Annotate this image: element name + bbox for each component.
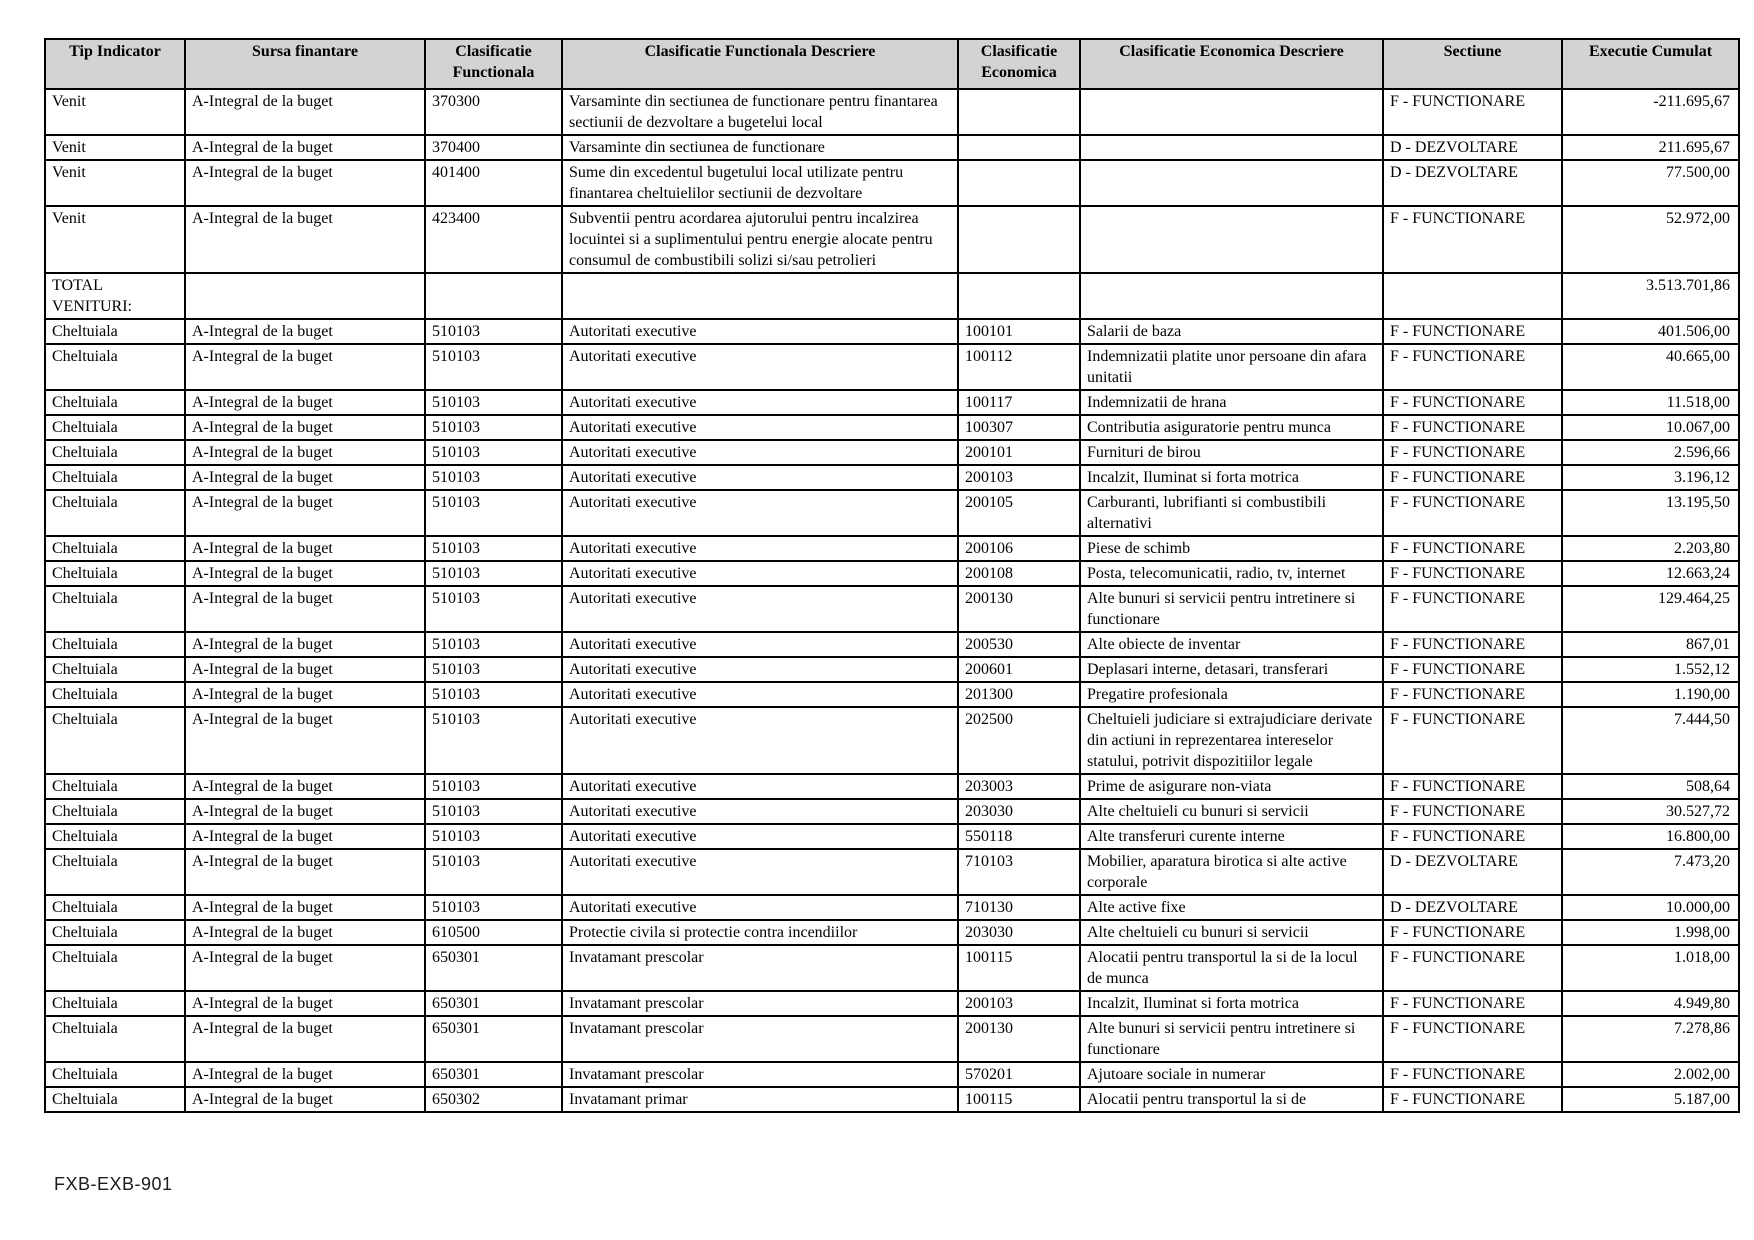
cell-clasificatie-functionala-descriere: Invatamant prescolar: [562, 1062, 958, 1087]
cell-clasificatie-economica: 200130: [958, 586, 1080, 632]
cell-clasificatie-economica: 200601: [958, 657, 1080, 682]
cell-sursa-finantare: A-Integral de la buget: [185, 824, 425, 849]
table-row: [45, 799, 1739, 824]
table-row: [45, 920, 1739, 945]
cell-sectiune: F - FUNCTIONARE: [1383, 991, 1562, 1016]
cell-tip-indicator: Venit: [45, 135, 185, 160]
cell-sursa-finantare: A-Integral de la buget: [185, 1087, 425, 1112]
cell-clasificatie-functionala: 510103: [425, 561, 562, 586]
cell-sectiune: D - DEZVOLTARE: [1383, 160, 1562, 206]
table-row: [45, 632, 1739, 657]
cell-clasificatie-economica-descriere: Contributia asiguratorie pentru munca: [1080, 415, 1383, 440]
cell-clasificatie-economica: 100101: [958, 319, 1080, 344]
table-row: [45, 561, 1739, 586]
cell-sursa-finantare: A-Integral de la buget: [185, 657, 425, 682]
cell-clasificatie-functionala-descriere: Autoritati executive: [562, 824, 958, 849]
cell-clasificatie-functionala: 510103: [425, 465, 562, 490]
cell-sursa-finantare: A-Integral de la buget: [185, 206, 425, 273]
cell-executie-cumulat: 2.203,80: [1562, 536, 1739, 561]
cell-clasificatie-functionala: 610500: [425, 920, 562, 945]
cell-clasificatie-economica-descriere: Mobilier, aparatura birotica si alte active corporale: [1080, 849, 1383, 895]
cell-sursa-finantare: A-Integral de la buget: [185, 849, 425, 895]
cell-executie-cumulat: 77.500,00: [1562, 160, 1739, 206]
cell-sectiune: F - FUNCTIONARE: [1383, 920, 1562, 945]
cell-executie-cumulat: 11.518,00: [1562, 390, 1739, 415]
table-row: [45, 774, 1739, 799]
cell-clasificatie-economica-descriere: Alte bunuri si servicii pentru intretinere si functionare: [1080, 586, 1383, 632]
cell-tip-indicator: Cheltuiala: [45, 465, 185, 490]
cell-tip-indicator: Cheltuiala: [45, 824, 185, 849]
cell-clasificatie-economica: 200108: [958, 561, 1080, 586]
cell-sursa-finantare: A-Integral de la buget: [185, 135, 425, 160]
cell-sursa-finantare: A-Integral de la buget: [185, 490, 425, 536]
cell-sectiune: D - DEZVOLTARE: [1383, 135, 1562, 160]
cell-clasificatie-functionala: 401400: [425, 160, 562, 206]
cell-clasificatie-economica: 200105: [958, 490, 1080, 536]
cell-clasificatie-functionala-descriere: Autoritati executive: [562, 682, 958, 707]
cell-clasificatie-economica-descriere: Piese de schimb: [1080, 536, 1383, 561]
cell-tip-indicator: Cheltuiala: [45, 1062, 185, 1087]
table-row: [45, 390, 1739, 415]
cell-clasificatie-economica-descriere: Alte transferuri curente interne: [1080, 824, 1383, 849]
cell-clasificatie-functionala-descriere: Autoritati executive: [562, 657, 958, 682]
cell-tip-indicator: Cheltuiala: [45, 319, 185, 344]
cell-clasificatie-economica: 200103: [958, 465, 1080, 490]
cell-clasificatie-functionala: 510103: [425, 849, 562, 895]
cell-sectiune: F - FUNCTIONARE: [1383, 344, 1562, 390]
cell-tip-indicator: Cheltuiala: [45, 632, 185, 657]
cell-executie-cumulat: 7.278,86: [1562, 1016, 1739, 1062]
cell-sursa-finantare: A-Integral de la buget: [185, 440, 425, 465]
cell-clasificatie-economica-descriere: [1080, 135, 1383, 160]
cell-sursa-finantare: A-Integral de la buget: [185, 465, 425, 490]
cell-clasificatie-functionala-descriere: [562, 273, 958, 319]
cell-executie-cumulat: 211.695,67: [1562, 135, 1739, 160]
table-row: [45, 1062, 1739, 1087]
cell-tip-indicator: Venit: [45, 206, 185, 273]
cell-sursa-finantare: A-Integral de la buget: [185, 945, 425, 991]
table-row: [45, 824, 1739, 849]
cell-sursa-finantare: A-Integral de la buget: [185, 390, 425, 415]
cell-executie-cumulat: 1.552,12: [1562, 657, 1739, 682]
column-header-clasificatie-functionala: Clasificatie Functionala: [425, 39, 562, 89]
cell-executie-cumulat: 508,64: [1562, 774, 1739, 799]
column-header-clasificatie-functionala-descriere: Clasificatie Functionala Descriere: [562, 39, 958, 89]
cell-clasificatie-functionala-descriere: Autoritati executive: [562, 536, 958, 561]
cell-tip-indicator: TOTAL VENITURI:: [45, 273, 185, 319]
cell-clasificatie-functionala: 510103: [425, 415, 562, 440]
cell-clasificatie-economica: [958, 160, 1080, 206]
cell-clasificatie-functionala: 510103: [425, 344, 562, 390]
cell-clasificatie-economica-descriere: Alte cheltuieli cu bunuri si servicii: [1080, 920, 1383, 945]
cell-executie-cumulat: -211.695,67: [1562, 89, 1739, 135]
table-body: [45, 89, 1739, 1112]
table-row: [45, 586, 1739, 632]
cell-sursa-finantare: A-Integral de la buget: [185, 707, 425, 774]
cell-clasificatie-functionala-descriere: Invatamant prescolar: [562, 991, 958, 1016]
cell-tip-indicator: Venit: [45, 160, 185, 206]
cell-clasificatie-economica: [958, 89, 1080, 135]
cell-executie-cumulat: 3.513.701,86: [1562, 273, 1739, 319]
cell-sectiune: F - FUNCTIONARE: [1383, 415, 1562, 440]
cell-tip-indicator: Cheltuiala: [45, 415, 185, 440]
cell-tip-indicator: Cheltuiala: [45, 799, 185, 824]
cell-sursa-finantare: A-Integral de la buget: [185, 536, 425, 561]
cell-clasificatie-functionala-descriere: Autoritati executive: [562, 632, 958, 657]
cell-clasificatie-functionala-descriere: Autoritati executive: [562, 390, 958, 415]
cell-tip-indicator: Cheltuiala: [45, 344, 185, 390]
cell-sectiune: F - FUNCTIONARE: [1383, 440, 1562, 465]
table-row: [45, 945, 1739, 991]
cell-clasificatie-economica-descriere: Carburanti, lubrifianti si combustibili alternativi: [1080, 490, 1383, 536]
cell-tip-indicator: Cheltuiala: [45, 895, 185, 920]
cell-tip-indicator: Cheltuiala: [45, 1016, 185, 1062]
cell-sursa-finantare: A-Integral de la buget: [185, 1062, 425, 1087]
cell-clasificatie-economica: 100115: [958, 945, 1080, 991]
cell-clasificatie-functionala-descriere: Varsaminte din sectiunea de functionare pentru finantarea sectiunii de dezvoltare a bugetelui local: [562, 89, 958, 135]
cell-clasificatie-economica-descriere: Cheltuieli judiciare si extrajudiciare derivate din actiuni in reprezentarea intereselor statului, potrivit dispozitiilor legale: [1080, 707, 1383, 774]
cell-sursa-finantare: A-Integral de la buget: [185, 632, 425, 657]
cell-clasificatie-economica: 570201: [958, 1062, 1080, 1087]
cell-executie-cumulat: 129.464,25: [1562, 586, 1739, 632]
cell-clasificatie-functionala-descriere: Autoritati executive: [562, 490, 958, 536]
cell-tip-indicator: Venit: [45, 89, 185, 135]
cell-clasificatie-economica-descriere: Indemnizatii platite unor persoane din afara unitatii: [1080, 344, 1383, 390]
cell-clasificatie-functionala: 510103: [425, 774, 562, 799]
cell-clasificatie-economica: 203003: [958, 774, 1080, 799]
cell-clasificatie-economica-descriere: Indemnizatii de hrana: [1080, 390, 1383, 415]
cell-clasificatie-functionala-descriere: Invatamant prescolar: [562, 1016, 958, 1062]
cell-executie-cumulat: 4.949,80: [1562, 991, 1739, 1016]
cell-tip-indicator: Cheltuiala: [45, 920, 185, 945]
cell-sectiune: F - FUNCTIONARE: [1383, 319, 1562, 344]
cell-clasificatie-economica-descriere: Alte obiecte de inventar: [1080, 632, 1383, 657]
cell-tip-indicator: Cheltuiala: [45, 707, 185, 774]
cell-sectiune: F - FUNCTIONARE: [1383, 799, 1562, 824]
cell-clasificatie-functionala-descriere: Invatamant primar: [562, 1087, 958, 1112]
cell-clasificatie-functionala: 650301: [425, 1062, 562, 1087]
cell-sectiune: F - FUNCTIONARE: [1383, 682, 1562, 707]
cell-clasificatie-functionala-descriere: Autoritati executive: [562, 440, 958, 465]
cell-clasificatie-economica-descriere: Pregatire profesionala: [1080, 682, 1383, 707]
column-header-executie-cumulat: Executie Cumulat: [1562, 39, 1739, 89]
cell-clasificatie-functionala: 423400: [425, 206, 562, 273]
column-header-sursa-finantare: Sursa finantare: [185, 39, 425, 89]
cell-clasificatie-economica: 200530: [958, 632, 1080, 657]
cell-executie-cumulat: 10.067,00: [1562, 415, 1739, 440]
cell-tip-indicator: Cheltuiala: [45, 991, 185, 1016]
cell-sursa-finantare: A-Integral de la buget: [185, 586, 425, 632]
cell-clasificatie-functionala: 510103: [425, 490, 562, 536]
cell-clasificatie-economica: 203030: [958, 799, 1080, 824]
cell-clasificatie-economica-descriere: Furnituri de birou: [1080, 440, 1383, 465]
cell-sursa-finantare: A-Integral de la buget: [185, 799, 425, 824]
cell-clasificatie-functionala-descriere: Autoritati executive: [562, 799, 958, 824]
cell-sursa-finantare: A-Integral de la buget: [185, 895, 425, 920]
cell-clasificatie-economica: 100115: [958, 1087, 1080, 1112]
cell-clasificatie-functionala-descriere: Varsaminte din sectiunea de functionare: [562, 135, 958, 160]
cell-clasificatie-economica-descriere: Posta, telecomunicatii, radio, tv, internet: [1080, 561, 1383, 586]
cell-clasificatie-functionala: 510103: [425, 632, 562, 657]
cell-sursa-finantare: [185, 273, 425, 319]
cell-clasificatie-functionala: 510103: [425, 319, 562, 344]
cell-executie-cumulat: 10.000,00: [1562, 895, 1739, 920]
cell-clasificatie-economica: 201300: [958, 682, 1080, 707]
cell-clasificatie-functionala: 510103: [425, 707, 562, 774]
table-row: [45, 273, 1739, 319]
table-row: [45, 465, 1739, 490]
cell-sectiune: F - FUNCTIONARE: [1383, 490, 1562, 536]
cell-clasificatie-functionala: 370300: [425, 89, 562, 135]
cell-clasificatie-economica-descriere: Alocatii pentru transportul la si de: [1080, 1087, 1383, 1112]
cell-clasificatie-functionala-descriere: Autoritati executive: [562, 774, 958, 799]
cell-clasificatie-functionala: 650302: [425, 1087, 562, 1112]
cell-sursa-finantare: A-Integral de la buget: [185, 160, 425, 206]
cell-tip-indicator: Cheltuiala: [45, 561, 185, 586]
cell-sectiune: F - FUNCTIONARE: [1383, 536, 1562, 561]
table-row: [45, 440, 1739, 465]
cell-sectiune: F - FUNCTIONARE: [1383, 707, 1562, 774]
cell-clasificatie-economica: [958, 135, 1080, 160]
cell-sursa-finantare: A-Integral de la buget: [185, 415, 425, 440]
cell-tip-indicator: Cheltuiala: [45, 390, 185, 415]
table-row: [45, 991, 1739, 1016]
cell-clasificatie-economica-descriere: Alocatii pentru transportul la si de la locul de munca: [1080, 945, 1383, 991]
cell-sursa-finantare: A-Integral de la buget: [185, 1016, 425, 1062]
cell-sursa-finantare: A-Integral de la buget: [185, 561, 425, 586]
cell-executie-cumulat: 5.187,00: [1562, 1087, 1739, 1112]
table-row: [45, 344, 1739, 390]
cell-executie-cumulat: 16.800,00: [1562, 824, 1739, 849]
column-header-tip-indicator: Tip Indicator: [45, 39, 185, 89]
cell-clasificatie-economica-descriere: Incalzit, Iluminat si forta motrica: [1080, 465, 1383, 490]
cell-clasificatie-functionala-descriere: Protectie civila si protectie contra incendiilor: [562, 920, 958, 945]
cell-sursa-finantare: A-Integral de la buget: [185, 89, 425, 135]
cell-executie-cumulat: 3.196,12: [1562, 465, 1739, 490]
table-row: [45, 1016, 1739, 1062]
cell-sectiune: F - FUNCTIONARE: [1383, 824, 1562, 849]
cell-sectiune: F - FUNCTIONARE: [1383, 586, 1562, 632]
cell-clasificatie-economica: 203030: [958, 920, 1080, 945]
column-header-clasificatie-economica: Clasificatie Economica: [958, 39, 1080, 89]
cell-tip-indicator: Cheltuiala: [45, 682, 185, 707]
cell-tip-indicator: Cheltuiala: [45, 536, 185, 561]
cell-clasificatie-functionala: 510103: [425, 586, 562, 632]
report-code: FXB-EXB-901: [54, 1174, 173, 1194]
cell-clasificatie-economica: 200130: [958, 1016, 1080, 1062]
cell-clasificatie-functionala: 510103: [425, 440, 562, 465]
cell-clasificatie-functionala: [425, 273, 562, 319]
cell-sursa-finantare: A-Integral de la buget: [185, 682, 425, 707]
cell-clasificatie-functionala-descriere: Autoritati executive: [562, 895, 958, 920]
cell-clasificatie-functionala: 510103: [425, 824, 562, 849]
cell-clasificatie-functionala-descriere: Autoritati executive: [562, 465, 958, 490]
cell-clasificatie-economica-descriere: Deplasari interne, detasari, transferari: [1080, 657, 1383, 682]
cell-clasificatie-functionala: 510103: [425, 657, 562, 682]
cell-clasificatie-economica: 200101: [958, 440, 1080, 465]
table-row: [45, 682, 1739, 707]
cell-tip-indicator: Cheltuiala: [45, 440, 185, 465]
cell-clasificatie-functionala: 650301: [425, 991, 562, 1016]
cell-clasificatie-functionala-descriere: Autoritati executive: [562, 586, 958, 632]
column-header-sectiune: Sectiune: [1383, 39, 1562, 89]
cell-tip-indicator: Cheltuiala: [45, 657, 185, 682]
cell-executie-cumulat: 1.190,00: [1562, 682, 1739, 707]
cell-sursa-finantare: A-Integral de la buget: [185, 920, 425, 945]
cell-clasificatie-functionala-descriere: Autoritati executive: [562, 707, 958, 774]
cell-clasificatie-economica: 100112: [958, 344, 1080, 390]
cell-executie-cumulat: 1.018,00: [1562, 945, 1739, 991]
cell-clasificatie-economica: 710130: [958, 895, 1080, 920]
cell-sectiune: F - FUNCTIONARE: [1383, 89, 1562, 135]
cell-executie-cumulat: 401.506,00: [1562, 319, 1739, 344]
cell-executie-cumulat: 2.596,66: [1562, 440, 1739, 465]
cell-tip-indicator: Cheltuiala: [45, 490, 185, 536]
cell-sectiune: F - FUNCTIONARE: [1383, 1016, 1562, 1062]
cell-sectiune: F - FUNCTIONARE: [1383, 945, 1562, 991]
cell-tip-indicator: Cheltuiala: [45, 1087, 185, 1112]
cell-clasificatie-economica-descriere: Alte active fixe: [1080, 895, 1383, 920]
cell-clasificatie-economica: [958, 273, 1080, 319]
cell-clasificatie-functionala: 650301: [425, 945, 562, 991]
table-row: [45, 415, 1739, 440]
cell-executie-cumulat: 40.665,00: [1562, 344, 1739, 390]
cell-sectiune: F - FUNCTIONARE: [1383, 561, 1562, 586]
cell-clasificatie-functionala-descriere: Autoritati executive: [562, 415, 958, 440]
cell-sectiune: F - FUNCTIONARE: [1383, 465, 1562, 490]
cell-sectiune: F - FUNCTIONARE: [1383, 390, 1562, 415]
table-row: [45, 1087, 1739, 1112]
table-row: [45, 849, 1739, 895]
cell-sursa-finantare: A-Integral de la buget: [185, 344, 425, 390]
cell-executie-cumulat: 2.002,00: [1562, 1062, 1739, 1087]
cell-clasificatie-functionala: 370400: [425, 135, 562, 160]
cell-clasificatie-economica-descriere: Alte cheltuieli cu bunuri si servicii: [1080, 799, 1383, 824]
table-header: [45, 39, 1739, 89]
cell-clasificatie-economica: 550118: [958, 824, 1080, 849]
cell-executie-cumulat: 7.444,50: [1562, 707, 1739, 774]
cell-sectiune: D - DEZVOLTARE: [1383, 849, 1562, 895]
cell-sectiune: F - FUNCTIONARE: [1383, 632, 1562, 657]
cell-clasificatie-functionala-descriere: Autoritati executive: [562, 319, 958, 344]
cell-clasificatie-economica: 200106: [958, 536, 1080, 561]
cell-sursa-finantare: A-Integral de la buget: [185, 774, 425, 799]
table-row: [45, 536, 1739, 561]
cell-clasificatie-functionala-descriere: Subventii pentru acordarea ajutorului pentru incalzirea locuintei si a suplimentului pentru energie alocate pentru consumul de combustibili solizi si/sau petrolieri: [562, 206, 958, 273]
table-row: [45, 657, 1739, 682]
cell-clasificatie-functionala-descriere: Invatamant prescolar: [562, 945, 958, 991]
cell-clasificatie-economica-descriere: [1080, 206, 1383, 273]
table-row: [45, 135, 1739, 160]
cell-executie-cumulat: 30.527,72: [1562, 799, 1739, 824]
cell-executie-cumulat: 7.473,20: [1562, 849, 1739, 895]
cell-clasificatie-economica-descriere: [1080, 160, 1383, 206]
cell-sectiune: F - FUNCTIONARE: [1383, 206, 1562, 273]
budget-execution-table: [44, 38, 1740, 1113]
cell-tip-indicator: Cheltuiala: [45, 774, 185, 799]
cell-tip-indicator: Cheltuiala: [45, 849, 185, 895]
cell-executie-cumulat: 52.972,00: [1562, 206, 1739, 273]
table-row: [45, 89, 1739, 135]
cell-executie-cumulat: 867,01: [1562, 632, 1739, 657]
cell-sursa-finantare: A-Integral de la buget: [185, 319, 425, 344]
cell-clasificatie-economica: 202500: [958, 707, 1080, 774]
cell-clasificatie-economica: 100307: [958, 415, 1080, 440]
cell-sectiune: F - FUNCTIONARE: [1383, 774, 1562, 799]
cell-clasificatie-functionala: 510103: [425, 390, 562, 415]
cell-clasificatie-functionala: 650301: [425, 1016, 562, 1062]
cell-clasificatie-functionala: 510103: [425, 895, 562, 920]
cell-tip-indicator: Cheltuiala: [45, 586, 185, 632]
table-row: [45, 206, 1739, 273]
cell-clasificatie-functionala: 510103: [425, 682, 562, 707]
cell-clasificatie-functionala-descriere: Autoritati executive: [562, 344, 958, 390]
column-header-clasificatie-economica-descriere: Clasificatie Economica Descriere: [1080, 39, 1383, 89]
cell-clasificatie-economica: [958, 206, 1080, 273]
cell-executie-cumulat: 13.195,50: [1562, 490, 1739, 536]
cell-clasificatie-functionala-descriere: Sume din excedentul bugetului local utilizate pentru finantarea cheltuielilor sectiunii de dezvoltare: [562, 160, 958, 206]
cell-sectiune: F - FUNCTIONARE: [1383, 1087, 1562, 1112]
cell-clasificatie-economica-descriere: [1080, 273, 1383, 319]
cell-clasificatie-economica: 100117: [958, 390, 1080, 415]
table-row: [45, 160, 1739, 206]
cell-clasificatie-economica-descriere: Ajutoare sociale in numerar: [1080, 1062, 1383, 1087]
cell-sectiune: D - DEZVOLTARE: [1383, 895, 1562, 920]
table-row: [45, 895, 1739, 920]
cell-clasificatie-economica-descriere: Prime de asigurare non-viata: [1080, 774, 1383, 799]
cell-sursa-finantare: A-Integral de la buget: [185, 991, 425, 1016]
cell-tip-indicator: Cheltuiala: [45, 945, 185, 991]
table-row: [45, 319, 1739, 344]
header-row: [45, 39, 1739, 89]
cell-sectiune: F - FUNCTIONARE: [1383, 1062, 1562, 1087]
cell-clasificatie-economica: 710103: [958, 849, 1080, 895]
cell-executie-cumulat: 12.663,24: [1562, 561, 1739, 586]
table-row: [45, 490, 1739, 536]
cell-sectiune: F - FUNCTIONARE: [1383, 657, 1562, 682]
cell-clasificatie-economica-descriere: [1080, 89, 1383, 135]
cell-clasificatie-economica-descriere: Incalzit, Iluminat si forta motrica: [1080, 991, 1383, 1016]
cell-clasificatie-functionala-descriere: Autoritati executive: [562, 849, 958, 895]
cell-executie-cumulat: 1.998,00: [1562, 920, 1739, 945]
cell-sectiune: [1383, 273, 1562, 319]
cell-clasificatie-functionala-descriere: Autoritati executive: [562, 561, 958, 586]
cell-clasificatie-economica-descriere: Alte bunuri si servicii pentru intretinere si functionare: [1080, 1016, 1383, 1062]
cell-clasificatie-economica-descriere: Salarii de baza: [1080, 319, 1383, 344]
cell-clasificatie-functionala: 510103: [425, 536, 562, 561]
cell-clasificatie-economica: 200103: [958, 991, 1080, 1016]
table-row: [45, 707, 1739, 774]
cell-clasificatie-functionala: 510103: [425, 799, 562, 824]
